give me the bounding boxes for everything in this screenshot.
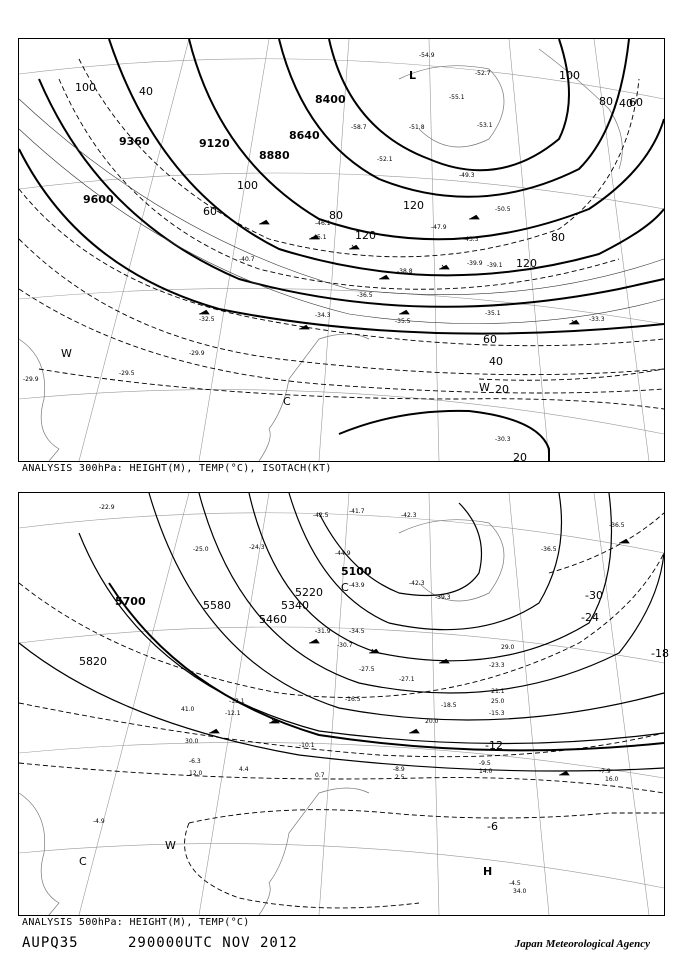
station-temp: -44.9 [335,550,351,557]
station-temp: -55.1 [449,94,465,101]
dewpoint-value: 20.0 [425,718,439,725]
station-temp: -53.1 [477,122,493,129]
warm-center-marker: W [165,839,176,852]
height-labels-500 [79,565,372,668]
station-temp: -16.5 [345,696,361,703]
cold-center-marker: C [283,395,291,408]
isotach-label: 120 [355,229,376,242]
height-label: 5820 [79,655,107,668]
station-temp: -36.5 [609,522,625,529]
station-temp: -52.1 [377,156,393,163]
height-label: 9120 [199,137,230,150]
station-temp: -43.9 [349,582,365,589]
station-temp: -24.3 [249,544,265,551]
station-temp: -4.9 [93,818,105,825]
station-temp: -15.3 [489,710,505,717]
station-temp: -27.1 [399,676,415,683]
isotach-label: 40 [139,85,153,98]
temp-contour-label: -6 [487,820,498,833]
station-temp: -39.3 [435,594,451,601]
dewpoint-value: 14.0 [479,768,493,775]
station-temp: -54.9 [419,52,435,59]
station-temp: -46.1 [315,220,331,227]
cold-center-marker: C [79,855,87,868]
isotach-label: 40 [619,97,633,110]
height-label: 5460 [259,613,287,626]
height-contour-bold-500 [109,583,664,750]
station-temp: -12.1 [225,710,241,717]
station-temp: -32.5 [199,316,215,323]
station-temp: -42.3 [401,512,417,519]
dewpoint-value: 34.0 [513,888,527,895]
station-temps-500 [93,504,625,887]
height-label: 5100 [341,565,372,578]
isotach-label: 80 [599,95,613,108]
agency-credit: Japan Meteorological Agency [514,938,650,950]
station-temp: -18.5 [441,702,457,709]
dewpoint-value: 16.0 [605,776,619,783]
map-300hpa-svg [19,39,664,464]
isotach-label: 120 [403,199,424,212]
station-temp: -34.3 [315,312,331,319]
high-center-marker: H [483,865,493,878]
station-temp: -10.1 [299,742,315,749]
low-center-marker: L [409,69,417,82]
dewpoint-value: 30.0 [185,738,199,745]
station-temp: -42.5 [313,512,329,519]
temp-contour-label: -30 [585,589,603,602]
isotach-label: 60 [629,96,643,109]
isotach-label: 40 [489,355,503,368]
wind-barbs-500 [209,539,629,775]
dewpoint-value: 25.0 [491,698,505,705]
isotach-label: 80 [551,231,565,244]
station-temp: -43.3 [463,236,479,243]
height-label: 8880 [259,149,290,162]
height-label: 8640 [289,129,320,142]
map-panel-300hpa [18,38,665,462]
dewpoint-value: 2.5 [395,774,405,781]
caption-500hpa: ANALYSIS 500hPa: HEIGHT(M), TEMP(°C) [22,917,250,928]
temp-contour-label: -12 [485,739,503,752]
dewpoint-value: 12.0 [189,770,203,777]
station-temp: -52.7 [475,70,491,77]
isotach-label: 100 [237,179,258,192]
height-label: 5700 [115,595,146,608]
station-temp: -7.9 [599,768,611,775]
station-temp: -36.5 [357,292,373,299]
station-temp: -45.1 [311,234,327,241]
valid-time: 290000UTC NOV 2012 [128,935,298,951]
isotach-label: 100 [75,81,96,94]
station-temp: -29.9 [23,376,39,383]
station-temp: -9.5 [479,760,491,767]
isotach-label: 20 [495,383,509,396]
station-temp: -39.9 [467,260,483,267]
station-temp: -50.5 [495,206,511,213]
station-temp: -49.3 [459,172,475,179]
isotach-label: 20 [513,451,527,464]
warm-center-marker: W [61,347,72,360]
map-500hpa-svg [19,493,669,915]
isotach-label: 80 [329,209,343,222]
station-temp: -38.8 [397,268,413,275]
station-temp: -30.3 [495,436,511,443]
station-temp: -27.5 [359,666,375,673]
station-temp: -29.5 [119,370,135,377]
isotach-label: 120 [516,257,537,270]
station-temp: -42.3 [409,580,425,587]
isotach-label: 100 [559,69,580,82]
station-temp: -47.9 [431,224,447,231]
dewpoint-value: 29.0 [501,644,515,651]
caption-300hpa: ANALYSIS 300hPa: HEIGHT(M), TEMP(°C), ISOTACH(KT) [22,463,332,474]
station-temp: -40.7 [239,256,255,263]
height-label: 9360 [119,135,150,148]
station-temp: -22.9 [99,504,115,511]
station-temp: -58.7 [351,124,367,131]
height-label: 9600 [83,193,114,206]
station-temp: -39.1 [487,262,503,269]
cold-center-marker: C [341,581,349,594]
station-temp: -23.3 [489,662,505,669]
height-label: 5340 [281,599,309,612]
station-temp: -31.9 [315,628,331,635]
station-temp: -34.5 [349,628,365,635]
station-temp: -35.1 [485,310,501,317]
dewpoint-value: 41.0 [181,706,195,713]
station-temp: -29.9 [189,350,205,357]
temp-contour-label: -18 [651,647,669,660]
height-label: 5220 [295,586,323,599]
station-temp: -8.9 [393,766,405,773]
height-contours-500 [79,493,664,744]
station-temp: -51.8 [409,124,425,131]
dewpoint-value: 0.7 [315,772,325,779]
height-contours-low-500 [19,643,664,771]
coastline-300 [19,49,622,461]
station-temp: -33.3 [589,316,605,323]
warm-center-marker: W [479,381,490,394]
isotach-label: 60 [483,333,497,346]
chart-identifier: AUPQ35 [22,935,79,951]
station-temp: -13.1 [229,698,245,705]
map-panel-500hpa [18,492,669,916]
station-temp: -6.3 [189,758,201,765]
dewpoint-value: 4.4 [239,766,249,773]
station-temp: -30.7 [337,642,353,649]
height-label: 8400 [315,93,346,106]
station-temp: -25.0 [193,546,209,553]
station-temp: -4.5 [509,880,521,887]
station-temp: -41.7 [349,508,365,515]
station-temp: -36.5 [541,546,557,553]
temp-contour-label: -24 [581,611,599,624]
station-temp: -35.5 [395,318,411,325]
station-temp: -21.1 [489,688,505,695]
isotach-label: 60 [203,205,217,218]
height-label: 5580 [203,599,231,612]
